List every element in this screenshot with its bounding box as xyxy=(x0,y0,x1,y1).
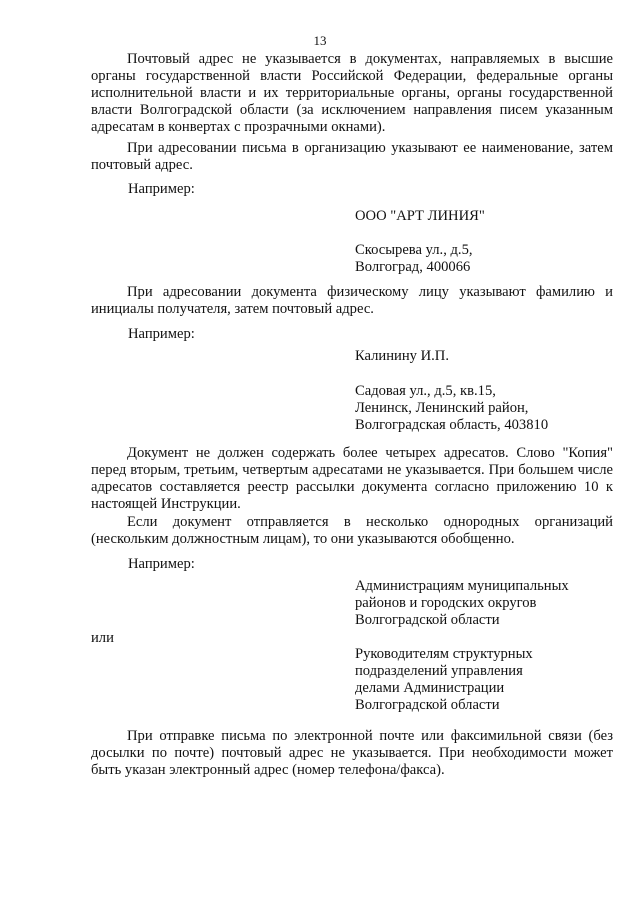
paragraph-generalized-addressees: Если документ отправляется в несколько однородных организаций (нескольким должностным лицам), то они указываются обобщенно. xyxy=(91,514,613,547)
example-label: Например: xyxy=(128,181,195,197)
paragraph-addressee-limit: Документ не должен содержать более четырех адресатов. Слово "Копия" перед вторым, третьим, четвертым адресатами не указывается. При большем числе адресатов составляется реестр рассылки документа согласно приложению 10 к настоящей Инструкции. xyxy=(91,445,613,512)
org-name: ООО "АРТ ЛИНИЯ" xyxy=(355,208,485,224)
person-address: Садовая ул., д.5, кв.15, Ленинск, Ленинский район, Волгоградская область, 403810 xyxy=(355,383,549,433)
or-separator: или xyxy=(91,630,114,646)
org-address: Скосырева ул., д.5, Волгоград, 400066 xyxy=(355,242,473,275)
paragraph-person-addressing: При адресовании документа физическому лицу указывают фамилию и инициалы получателя, затем почтовый адрес. xyxy=(91,284,613,317)
page-number: 13 xyxy=(313,33,327,48)
paragraph-postal-address-exclusion: Почтовый адрес не указывается в документах, направляемых в высшие органы государственной власти Российской Федерации, федеральные органы исполнительной власти и их территориальные органы, органы государственной власти Волгоградской области (за исключением направления писем указанным адресатам в конвертах с прозрачными окнами). xyxy=(91,51,613,135)
paragraph-electronic-mail: При отправке письма по электронной почте или факсимильной связи (без досылки по почте) почтовый адрес не указывается. При необходимости может быть указан электронный адрес (номер телефона/факса). xyxy=(91,728,613,778)
person-name: Калинину И.П. xyxy=(355,348,449,364)
addressee-group-structural: Руководителям структурных подразделений управления делами Администрации Волгоградской области xyxy=(355,646,533,713)
example-label: Например: xyxy=(128,556,195,572)
paragraph-organization-addressing: При адресовании письма в организацию указывают ее наименование, затем почтовый адрес. xyxy=(91,140,613,173)
addressee-group-municipal: Администрациям муниципальных районов и городских округов Волгоградской области xyxy=(355,578,569,628)
example-label: Например: xyxy=(128,326,195,342)
